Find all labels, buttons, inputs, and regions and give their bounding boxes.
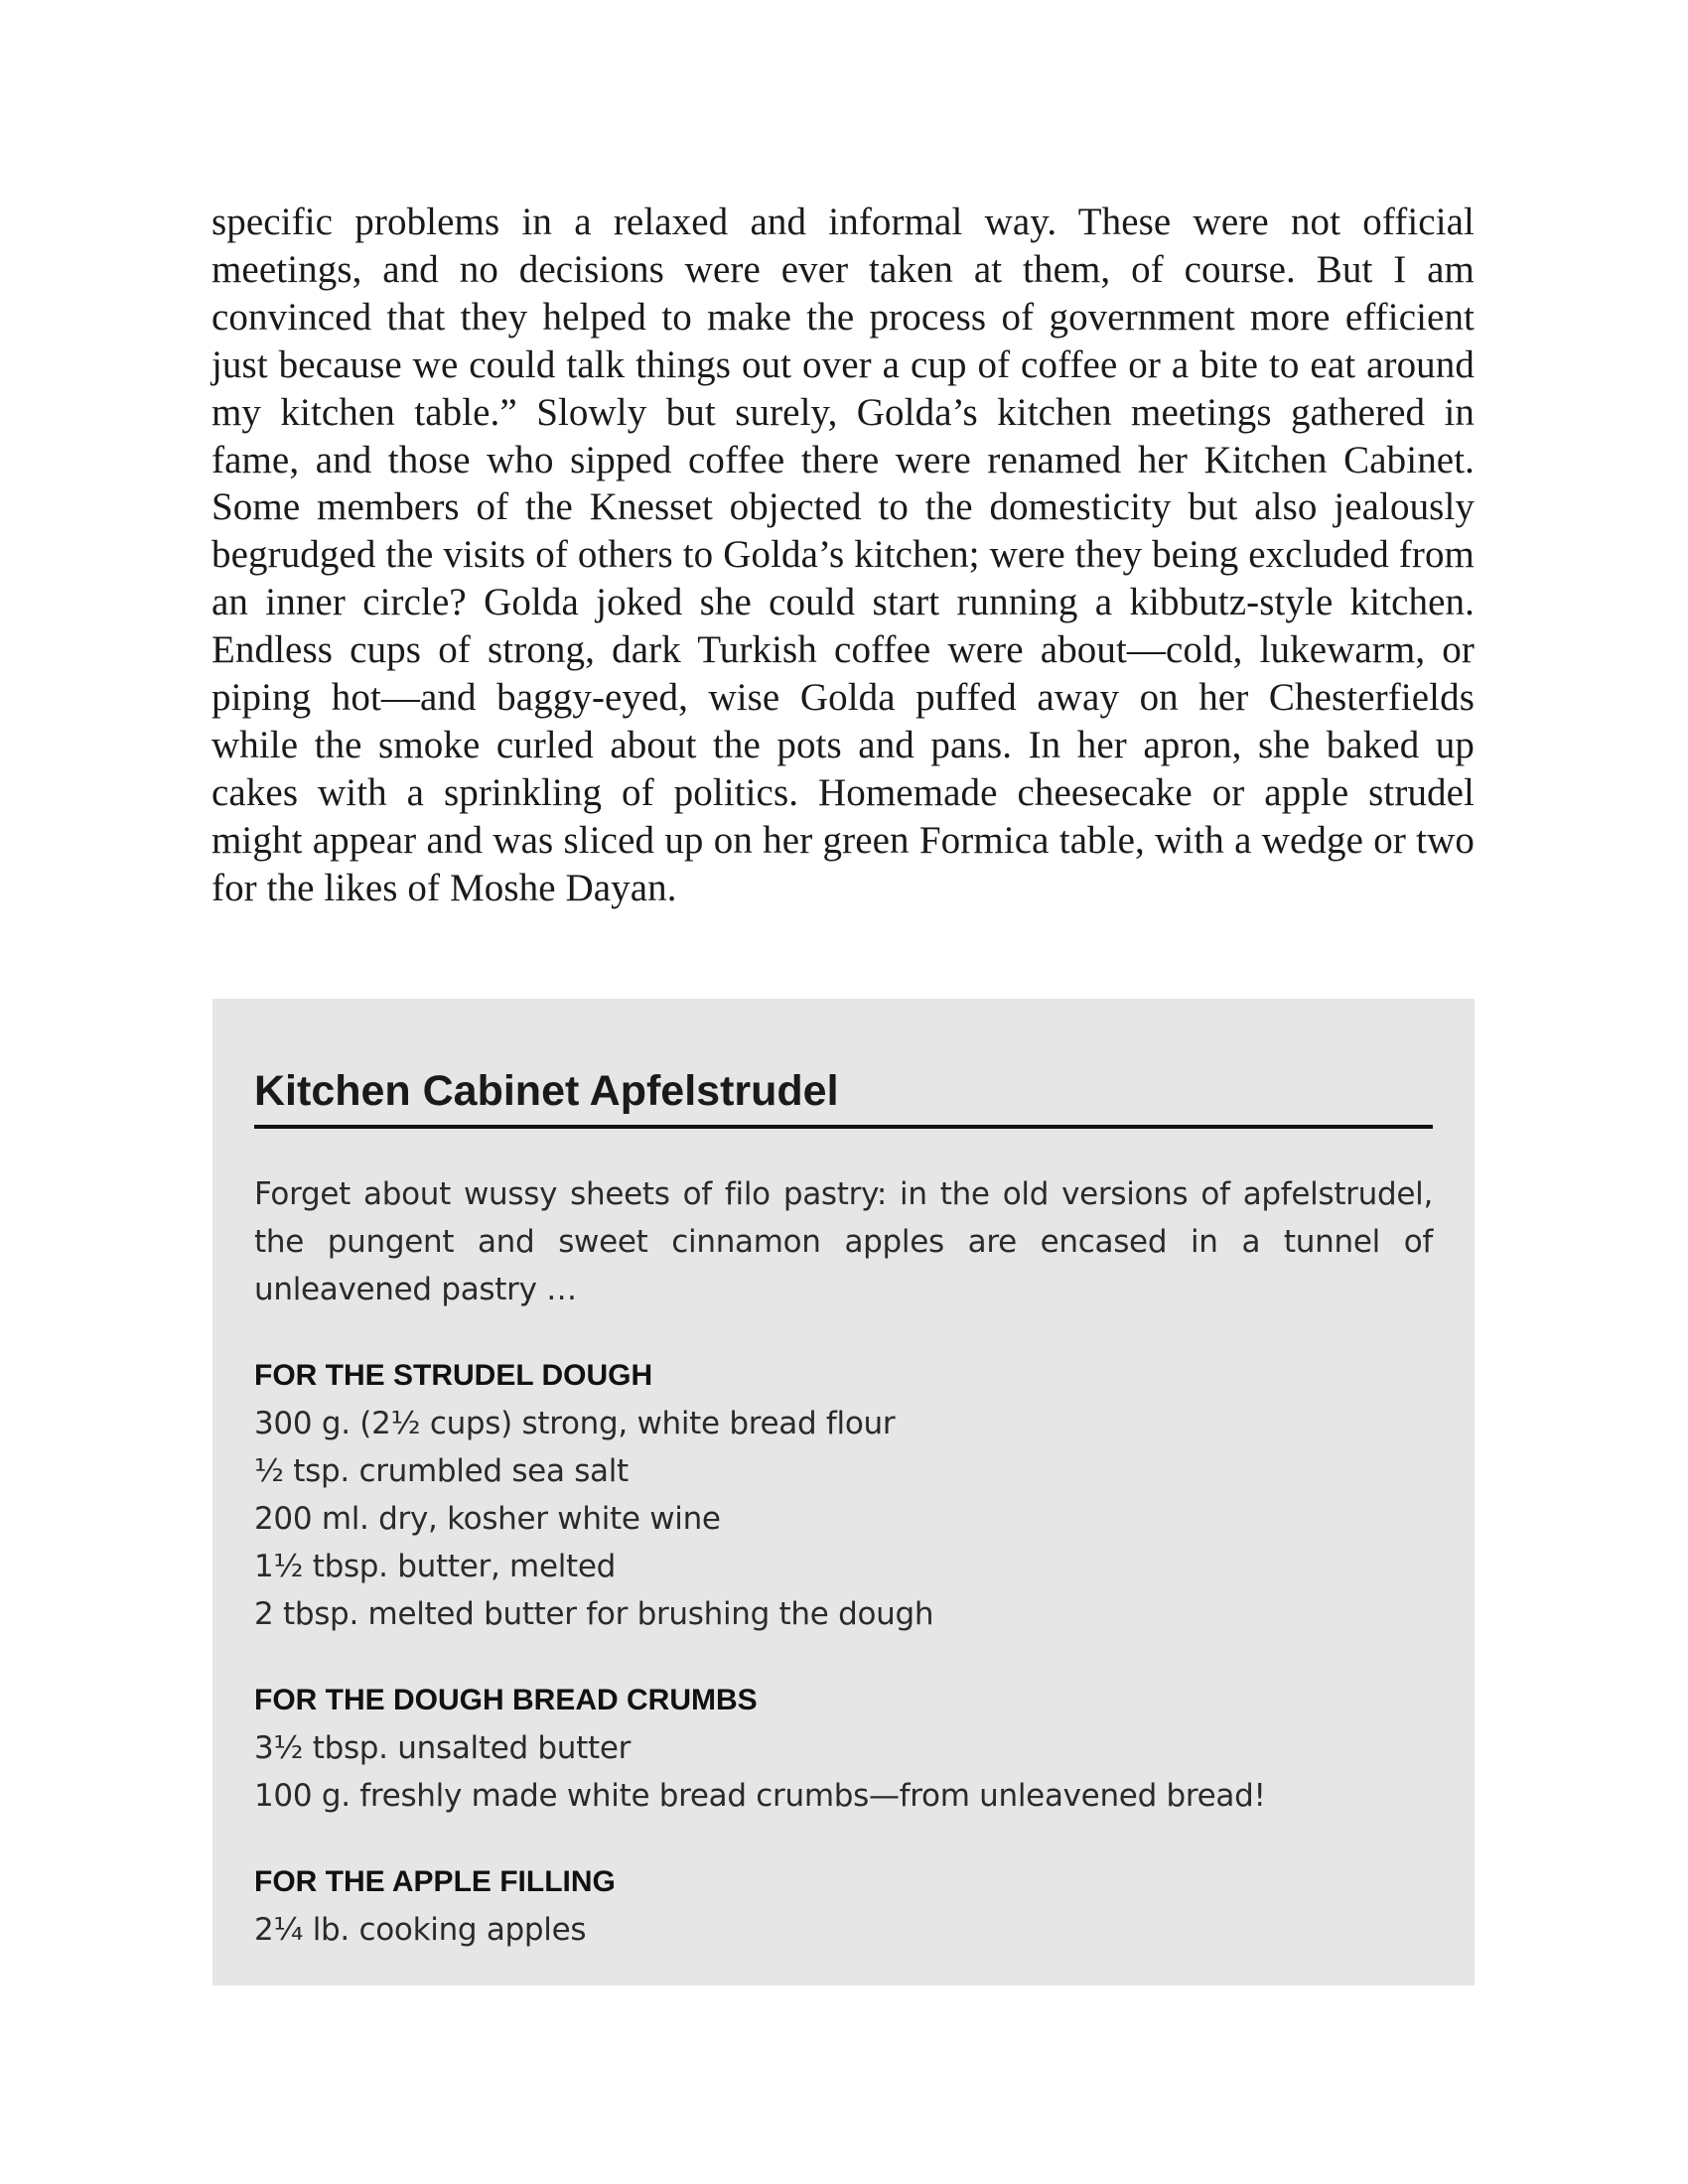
ingredient-list <box>254 1906 1433 1954</box>
section-heading: FOR THE STRUDEL DOUGH <box>254 1359 653 1392</box>
ingredient-item: 100 g. freshly made white bread crumbs—from unleavened bread! <box>254 1778 1266 1814</box>
ingredient-item: 200 ml. dry, kosher white wine <box>254 1501 721 1537</box>
ingredient-list <box>254 1724 1433 1820</box>
recipe-content <box>254 1063 1433 1954</box>
body-text-block <box>211 199 1475 912</box>
ingredient-item: 2 tbsp. melted butter for brushing the dough <box>254 1596 934 1632</box>
recipe-title: Kitchen Cabinet Apfelstrudel <box>254 1063 1433 1129</box>
recipe-box <box>212 999 1475 1985</box>
ingredient-list <box>254 1400 1433 1638</box>
section-heading: FOR THE APPLE FILLING <box>254 1865 616 1898</box>
ingredient-item: 3½ tbsp. unsalted butter <box>254 1730 632 1766</box>
ingredient-item: 300 g. (2½ cups) strong, white bread flour <box>254 1406 896 1441</box>
ingredient-section-bread-crumbs <box>254 1677 1433 1820</box>
body-paragraph: specific problems in a relaxed and informal way. These were not official meetings, and no decisions were ever taken at them, of course. But I am convinced that they helped to make the process of government more efficient just because we could talk things out over a cup of coffee or a bite to eat around my kitchen table.” Slowly but surely, Golda’s kitchen meetings gathered in fame, and those who sipped coffee there were renamed her Kitchen Cabinet. Some members of the Knesset objected to the domesticity but also jealously begrudged the visits of others to Golda’s kitchen; were they being excluded from an inner circle? Golda joked she could start running a kibbutz-style kitchen. Endless cups of strong, dark Turkish coffee were about—cold, lukewarm, or piping hot—and baggy-eyed, wise Golda puffed away on her Chesterfields while the smoke curled about the pots and pans. In her apron, she baked up cakes with a sprinkling of politics. Homemade cheesecake or apple strudel might appear and was sliced up on her green Formica table, with a wedge or two for the likes of Moshe Dayan. <box>211 201 1475 909</box>
ingredient-item: 2¼ lb. cooking apples <box>254 1912 587 1948</box>
ingredient-section-strudel-dough <box>254 1352 1433 1638</box>
section-heading: FOR THE DOUGH BREAD CRUMBS <box>254 1684 758 1716</box>
recipe-intro: Forget about wussy sheets of filo pastry: in the old versions of apfelstrudel, the pungent and sweet cinnamon apples are encased in a tunnel of unleavened pastry … <box>254 1176 1433 1307</box>
ingredient-section-apple-filling <box>254 1858 1433 1954</box>
ingredient-item: ½ tsp. crumbled sea salt <box>254 1453 629 1489</box>
ingredient-item: 1½ tbsp. butter, melted <box>254 1549 617 1584</box>
